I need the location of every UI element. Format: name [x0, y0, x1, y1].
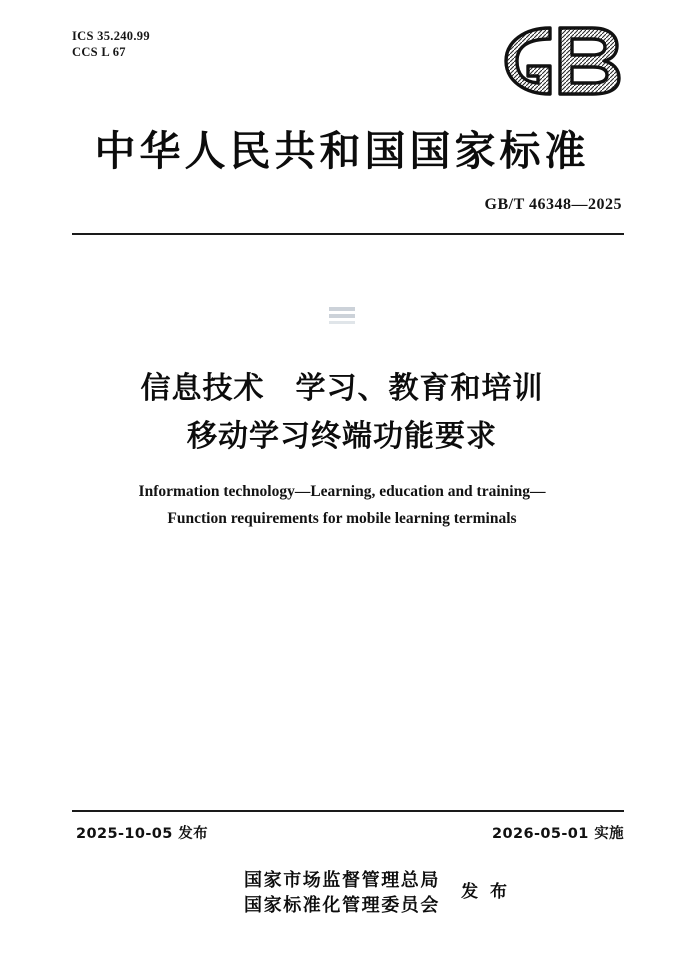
- implementation-date: 2026-05-01 实施: [492, 826, 624, 842]
- issuer-wrap: [244, 868, 510, 918]
- issue-date: 2025-10-05 发布: [76, 826, 208, 842]
- national-standard-title: 中华人民共和国国家标准: [94, 127, 590, 175]
- issuer-line-2: 国家标准化管理委员会: [244, 895, 440, 916]
- title-cn-line-1: 信息技术 学习、教育和培训: [140, 371, 544, 406]
- standard-number: GB/T 46348—2025: [484, 196, 622, 213]
- ccs-code: CCS L 67: [72, 45, 126, 59]
- title-en-line-2: Function requirements for mobile learning terminals: [167, 510, 517, 527]
- header-divider: [72, 233, 624, 235]
- document-title-en: [0, 478, 684, 532]
- standards-emblem-icon: [325, 298, 359, 332]
- footer-divider: [72, 810, 624, 812]
- issuer-line-1: 国家市场监督管理总局: [244, 870, 440, 891]
- ics-code: ICS 35.240.99: [72, 29, 150, 43]
- ics-ccs-block: [72, 28, 150, 60]
- issuing-authority: [0, 868, 684, 918]
- title-en-line-1: Information technology—Learning, education and training—: [138, 483, 546, 500]
- title-cn-line-2: 移动学习终端功能要求: [187, 419, 497, 454]
- publish-label: 发 布: [461, 882, 510, 902]
- gb-logo-icon: [494, 22, 626, 100]
- document-title-cn: [0, 365, 684, 461]
